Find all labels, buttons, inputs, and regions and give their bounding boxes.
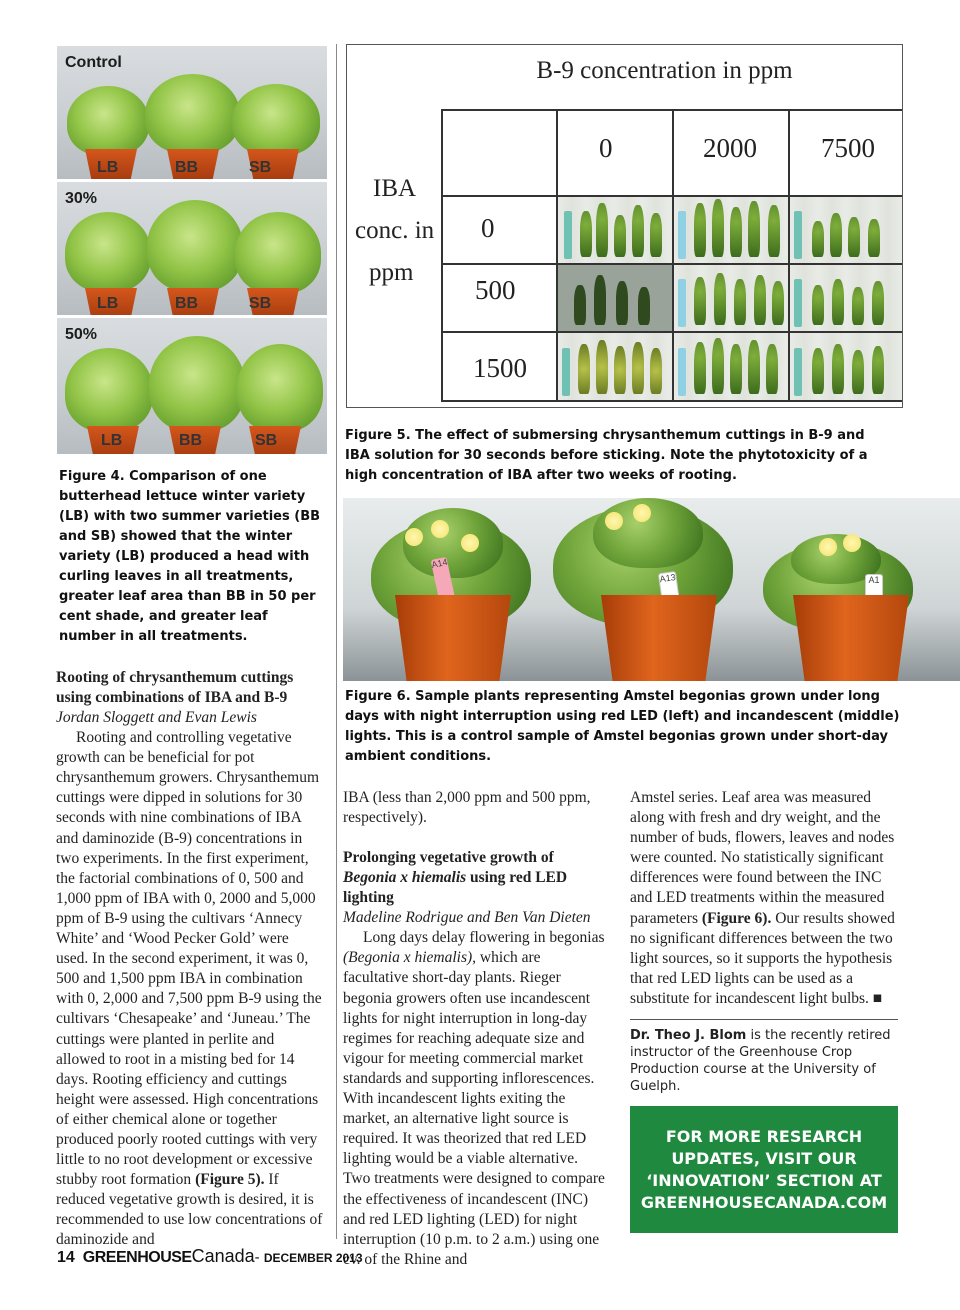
cutting-photo <box>790 265 902 331</box>
b9-title: B-9 concentration in ppm <box>536 57 793 84</box>
b9-col-header: 7500 <box>821 133 875 163</box>
iba-header-line1: IBA <box>373 175 417 202</box>
b9-col-header: 2000 <box>703 133 757 163</box>
cutting-photo <box>674 197 788 263</box>
pot-label: BB <box>175 159 199 176</box>
figure-5-caption: Figure 5. The effect of submersing chrysanthemum cuttings in B-9 and IBA solution for 30 seconds before sticking. Note the phytotoxicity of a high concentration of IBA after two weeks of rooting. <box>345 428 868 483</box>
iba-row-header: 1500 <box>473 353 527 383</box>
article-1-body: Rooting and controlling vegetative growth can be beneficial for pot chrysanthemum growers. Chrysanthemum cuttings were dipped in solutions for 30 seconds with nine combinations of IBA and daminozide (B-9) concentrations in two experiments. In the first experiment, the factorial combinations of 0, 500 and 1,000 ppm of IBA with 0, 2000 and 5,000 ppm of B-9 using the cultivars ‘Annecy White’ and ‘Wood Pecker Gold’ were used. In the second experiment, it was 0, 500 and 1,500 ppm IBA in combination with 0, 2,000 and 7,500 ppm B-9 using the cultivars ‘Chesapeake’ and ‘Juneau.’ The cuttings were planted in perlite and allowed to root in a misting bed for 14 days. Rooting efficiency and cuttings height were assessed. High concentrations of either chemical alone or together produced poorly rooted cuttings with very little to no root development or excessive stubby root formation (Figure 5). If reduced vegetative growth is desired, it is recommended to use low concentrations of daminozide and <box>56 729 323 1249</box>
article-2-continued <box>630 788 898 1009</box>
pot-label: LB <box>97 159 119 176</box>
pot-label: SB <box>249 159 272 176</box>
figure-5-reference: (Figure 5). <box>195 1171 265 1189</box>
pot-label: LB <box>101 432 123 449</box>
panel-label: 50% <box>65 326 98 343</box>
article-2-heading: Prolonging vegetative growth of Begonia x hiemalis using red LED lighting <box>343 849 568 907</box>
promo-line: ‘INNOVATION’ SECTION AT <box>646 1170 882 1190</box>
end-mark-icon: ■ <box>872 989 883 1007</box>
article-2-column <box>343 788 605 1270</box>
figure-6-photo <box>343 498 960 681</box>
figure-4-panel-control <box>57 46 327 182</box>
cutting-photo <box>674 333 788 400</box>
figure-4-caption: Figure 4. Comparison of one butterhead lettuce winter variety (LB) with two summer varieties (BB and SB) showed that the winter variety (LB) produced a head with curling leaves in all treatments, greater leaf area than BB in 50 per cent shade, and greater leaf number in all treatments. <box>59 469 321 644</box>
pot-label: LB <box>97 295 119 312</box>
publication-name-light: Canada <box>191 1246 255 1266</box>
article-2-body: Long days delay flowering in begonias (Begonia x hiemalis), which are facultative short-day plants. Rieger begonia growers often use incandescent lights for night interruption in long-day regimes for reaching adequate size and vigour for meeting commercial market standards and supporting inflorescences. With incandescent lights exiting the market, an alternative light source is required. It was theorized that red LED lighting would be a viable alternative. Two treatments were designed to compare the effectiveness of incandescent (INC) and red LED lighting (LED) for night interruption (10 p.m. to 2 a.m.) using one cv. of the Rhine and <box>343 929 605 1268</box>
pot-label: BB <box>179 432 203 449</box>
promo-link[interactable]: GREENHOUSECANADA.COM <box>640 1192 888 1212</box>
article-1-heading: Rooting of chrysanthemum cuttings using combinations of IBA and B-9 <box>56 669 294 706</box>
publication-name-bold: GREENHOUSE <box>82 1249 192 1266</box>
cutting-photo <box>790 197 902 263</box>
article-1 <box>56 668 324 1251</box>
article-1-continued: IBA (less than 2,000 ppm and 500 ppm, respectively). <box>343 789 591 827</box>
pot-label: SB <box>255 432 278 449</box>
iba-header-line2: conc. in <box>355 217 435 244</box>
promo-line: FOR MORE RESEARCH <box>665 1126 863 1146</box>
panel-label: 30% <box>65 190 98 207</box>
article-2-conclusion: Amstel series. Leaf area was measured along with fresh and dry weight, and the number of buds, flowers, leaves and nodes were counted. No statistically significant differences were found between the INC and LED treatments within the measured parameters (Figure 6). Our results showed no significant differences between the two light sources, so it supports the hypothesis that red LED lights can be used as a substitute for incandescent light bulbs. ■ <box>630 789 895 1007</box>
cutting-photo <box>558 265 672 331</box>
iba-row-header: 500 <box>475 275 516 305</box>
page-footer: 14 GREENHOUSECanada- DECEMBER 2013 <box>57 1246 363 1266</box>
iba-row-header: 0 <box>481 213 495 243</box>
b9-col-header: 0 <box>599 133 613 163</box>
figure-6-caption: Figure 6. Sample plants representing Amstel begonias grown under long days with night interruption using red LED (left) and incandescent (middle) lights. This is a control sample of Amstel begonias grown under short-day ambient conditions. <box>345 689 900 764</box>
cutting-photo <box>790 333 902 400</box>
cutting-photo <box>674 265 788 331</box>
column-divider <box>336 44 337 1239</box>
figure-4-panel-30 <box>57 182 327 318</box>
plant-tag: A14 <box>431 557 456 603</box>
author-name: Dr. Theo J. Blom <box>630 1028 747 1043</box>
plant-tag: A13 <box>658 571 682 619</box>
cutting-photo <box>558 333 672 400</box>
plant-tag: A1 <box>865 574 883 620</box>
pot-label: SB <box>249 295 272 312</box>
page-number: 14 <box>57 1249 75 1266</box>
panel-label: Control <box>65 54 122 71</box>
cutting-photo <box>558 197 672 263</box>
bio-divider <box>630 1019 898 1020</box>
author-bio: Dr. Theo J. Blom is the recently retired instructor of the Greenhouse Crop Production course at the University of Guelph. <box>630 1028 891 1094</box>
promo-line: UPDATES, VISIT OUR <box>671 1148 857 1168</box>
article-1-authors: Jordan Sloggett and Evan Lewis <box>56 709 257 726</box>
figure-6-reference: (Figure 6). <box>701 909 772 927</box>
promo-box[interactable] <box>630 1106 898 1233</box>
figure-5-table <box>346 44 903 408</box>
figure-4-panel-50 <box>57 318 327 457</box>
pot-label: BB <box>175 295 199 312</box>
iba-header-line3: ppm <box>369 259 414 286</box>
article-2-authors: Madeline Rodrigue and Ben Van Dieten <box>343 909 591 927</box>
figure-4-photo <box>57 46 327 454</box>
issue-date: DECEMBER 2013 <box>263 1251 363 1265</box>
